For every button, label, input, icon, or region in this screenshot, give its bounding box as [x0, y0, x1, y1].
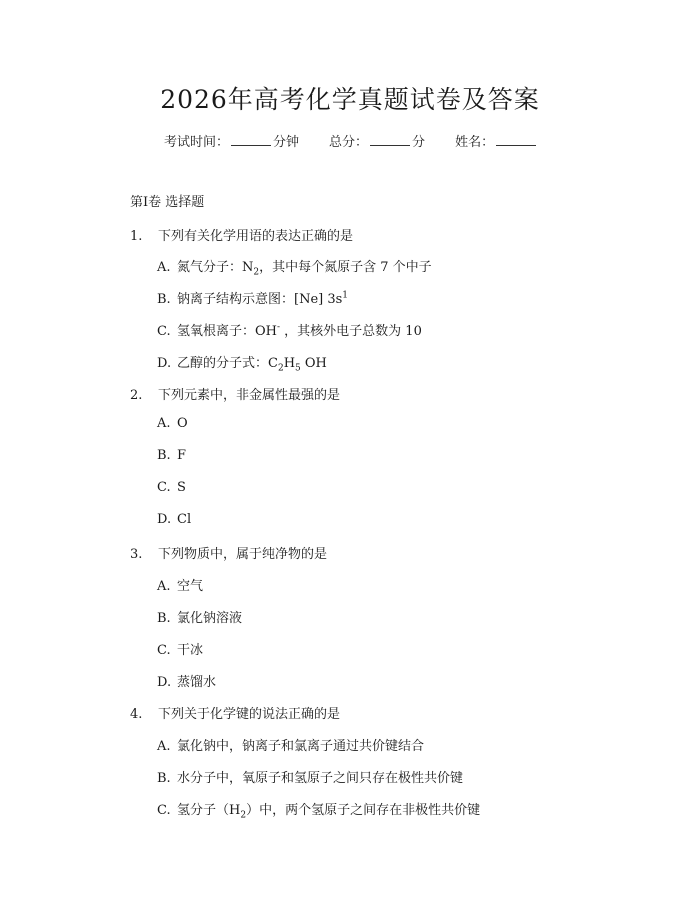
- option-4c: C. 氢分子$(H_2)$中，两个氢原子之间存在非极性共价键: [157, 803, 481, 821]
- option-2a: A. O: [157, 416, 188, 431]
- option-3d: D. 蒸馏水: [157, 675, 217, 690]
- option-4a: A. 氯化钠中，钠离子和氯离子通过共价键结合: [157, 739, 425, 754]
- question-4: [130, 703, 340, 722]
- exam-meta-line: [164, 131, 538, 150]
- section-title: 第Ⅰ卷 选择题: [130, 195, 205, 210]
- option-1a: A. 氮气分子：$N_2$，其中每个氮原子含 7 个中子: [157, 260, 432, 278]
- option-1b: B. 钠离子结构示意图：[Ne] $3s^1$: [157, 290, 349, 307]
- time-blank: [231, 133, 271, 146]
- name-label: 姓名：: [455, 135, 495, 150]
- score-label: 总分：: [329, 135, 369, 150]
- name-blank: [496, 133, 536, 146]
- question-number: 2.: [130, 388, 143, 403]
- question-number: 1.: [130, 229, 143, 244]
- question-text: 下列物质中，属于纯净物的是: [158, 547, 328, 562]
- option-2d: D. Cl: [157, 512, 192, 527]
- score-blank: [370, 133, 410, 146]
- option-3c: C. 干冰: [157, 643, 204, 658]
- question-2: [130, 384, 340, 403]
- question-text: 下列关于化学键的说法正确的是: [158, 707, 341, 722]
- option-3a: A. 空气: [157, 579, 204, 594]
- question-text: 下列有关化学用语的表达正确的是: [158, 229, 354, 244]
- page-title: 2026年高考化学真题试卷及答案: [160, 85, 540, 114]
- question-number: 4.: [130, 707, 143, 722]
- question-text: 下列元素中，非金属性最强的是: [158, 388, 341, 403]
- option-3b: B. 氯化钠溶液: [157, 611, 243, 626]
- option-1c: C. 氢氧根离子：OH- ，其核外电子总数为 10: [157, 322, 422, 339]
- score-unit: 分: [412, 135, 426, 150]
- time-unit: 分钟: [273, 135, 300, 150]
- option-4b: B. 水分子中，氧原子和氢原子之间只存在极性共价键: [157, 771, 464, 786]
- option-2b: B. F: [157, 448, 187, 463]
- question-1: [130, 225, 353, 244]
- time-label: 考试时间：: [164, 135, 230, 150]
- question-number: 3.: [130, 547, 143, 562]
- question-3: [130, 543, 327, 562]
- option-2c: C. S: [157, 480, 186, 495]
- option-1d: D. 乙醇的分子式：$C_2H_5$ OH: [157, 356, 327, 374]
